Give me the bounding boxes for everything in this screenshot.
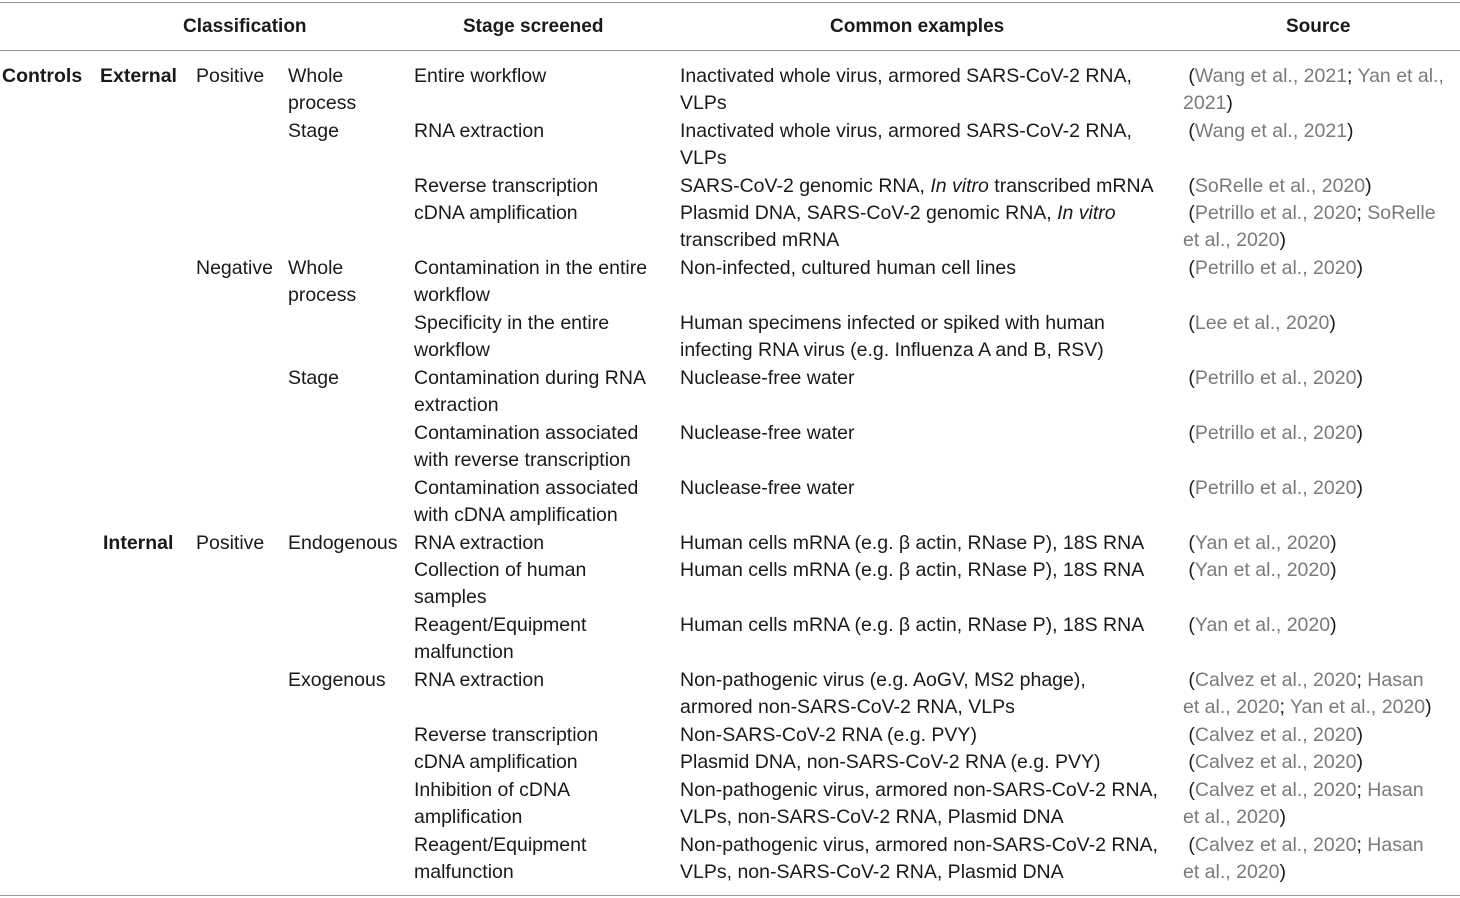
top-rule xyxy=(0,2,1460,3)
label-positive: Positive xyxy=(196,65,265,87)
example-line: Inactivated whole virus, armored SARS-CoV-2 RNA, xyxy=(680,65,1132,87)
stage-cell xyxy=(414,612,586,667)
citation-link[interactable]: et al., 2020 xyxy=(1183,229,1280,252)
header-stage-screened: Stage screened xyxy=(463,16,604,37)
stage-cell xyxy=(414,200,578,227)
citation-link[interactable]: Yan et al., 2020 xyxy=(1289,696,1426,719)
label-negative: Negative xyxy=(196,257,273,279)
example-line: Nuclease-free water xyxy=(680,367,855,389)
source-cell: (Yan et al., 2020) xyxy=(1188,559,1337,581)
example-line: Nuclease-free water xyxy=(680,477,855,499)
stage-line: Reagent/Equipment xyxy=(414,834,587,856)
example-line: Human cells mRNA (e.g. β actin, RNase P), 18S RNA xyxy=(680,532,1145,554)
example-cell xyxy=(680,255,1016,282)
example-line: Inactivated whole virus, armored SARS-CoV-2 RNA, xyxy=(680,120,1132,142)
stage-cell xyxy=(414,777,570,832)
stage-line: cDNA amplification xyxy=(414,751,578,773)
example-line: Human cells mRNA (e.g. β actin, RNase P), 18S RNA xyxy=(680,614,1145,636)
example-line: infecting RNA virus (e.g. Influenza A and B, RSV) xyxy=(680,339,1104,362)
citation-link[interactable]: Calvez et al., 2020 xyxy=(1194,751,1357,773)
stage-cell xyxy=(414,530,544,557)
stage-cell xyxy=(414,749,578,776)
stage-line: malfunction xyxy=(414,641,514,664)
stage-cell xyxy=(414,63,546,90)
stage-line: Inhibition of cDNA xyxy=(414,779,571,801)
source-cell: (Petrillo et al., 2020) xyxy=(1188,367,1363,389)
label-whole-process-line1: Whole xyxy=(288,65,344,87)
example-line: VLPs, non-SARS-CoV-2 RNA, Plasmid DNA xyxy=(680,806,1064,829)
stage-line: malfunction xyxy=(414,861,514,884)
example-line: Non-SARS-CoV-2 RNA (e.g. PVY) xyxy=(680,724,977,746)
citation-link[interactable]: Petrillo et al., 2020 xyxy=(1194,367,1357,389)
citation-link[interactable]: Lee et al., 2020 xyxy=(1194,312,1330,334)
stage-line: cDNA amplification xyxy=(414,202,578,224)
citation-link[interactable]: Yan et al., 2020 xyxy=(1194,559,1331,581)
citation-link[interactable]: SoRelle et al., 2020 xyxy=(1194,175,1366,197)
source-cell: (Petrillo et al., 2020) xyxy=(1188,257,1363,279)
citation-link[interactable]: Wang et al., 2021 xyxy=(1194,120,1348,142)
example-cell xyxy=(680,530,1144,557)
label-stage: Stage xyxy=(288,120,339,142)
stage-line: Contamination in the entire xyxy=(414,257,648,279)
example-cell xyxy=(680,667,1086,722)
label-exogenous: Exogenous xyxy=(288,669,386,691)
source-cell: (SoRelle et al., 2020) xyxy=(1188,175,1372,197)
citation-link[interactable]: Petrillo et al., 2020 xyxy=(1194,202,1357,224)
source-cell: (Yan et al., 2020) xyxy=(1188,614,1337,636)
source-cell: (Calvez et al., 2020) xyxy=(1188,724,1363,746)
citation-link[interactable]: Hasan xyxy=(1367,669,1424,691)
source-cell: (Calvez et al., 2020; Hasan et al., 2020; Yan et al., 2020) xyxy=(1183,669,1432,719)
example-cell xyxy=(680,420,855,447)
stage-line: Reverse transcription xyxy=(414,175,599,197)
example-line: armored non-SARS-CoV-2 RNA, VLPs xyxy=(680,696,1015,719)
example-line: Human cells mRNA (e.g. β actin, RNase P), 18S RNA xyxy=(680,559,1145,581)
stage-line: samples xyxy=(414,586,487,609)
stage-line: RNA extraction xyxy=(414,532,545,554)
example-cell xyxy=(680,365,855,392)
stage-line: Reverse transcription xyxy=(414,724,599,746)
source-cell: (Wang et al., 2021; Yan et al., 2021) xyxy=(1183,65,1444,115)
bottom-rule xyxy=(0,895,1460,896)
stage-cell xyxy=(414,832,586,887)
example-line: Nuclease-free water xyxy=(680,422,855,444)
source-cell: (Calvez et al., 2020) xyxy=(1188,751,1363,773)
citation-link[interactable]: Wang et al., 2021 xyxy=(1194,65,1348,87)
citation-link[interactable]: et al., 2020 xyxy=(1183,806,1280,829)
example-cell xyxy=(680,118,1132,173)
source-cell: (Petrillo et al., 2020; SoRelle et al., 2020) xyxy=(1183,202,1436,252)
example-cell xyxy=(680,557,1144,584)
stage-line: Collection of human xyxy=(414,559,587,581)
source-cell: (Lee et al., 2020) xyxy=(1188,312,1336,334)
stage-line: with cDNA amplification xyxy=(414,504,618,527)
example-cell xyxy=(680,63,1132,118)
source-cell: (Petrillo et al., 2020) xyxy=(1188,422,1363,444)
label-whole-process-line2: process xyxy=(288,284,357,307)
citation-link[interactable]: SoRelle xyxy=(1367,202,1436,224)
citation-link[interactable]: Calvez et al., 2020 xyxy=(1194,724,1357,746)
example-line: Plasmid DNA, non-SARS-CoV-2 RNA (e.g. PVY) xyxy=(680,751,1101,773)
example-text: SARS-CoV-2 genomic RNA, xyxy=(680,175,931,197)
header-common-examples: Common examples xyxy=(830,16,1005,37)
example-cell xyxy=(680,832,1158,887)
stage-line: workflow xyxy=(414,339,490,362)
stage-line: amplification xyxy=(414,806,523,829)
example-cell xyxy=(680,722,977,749)
example-italic: In vitro xyxy=(1057,202,1116,224)
example-line: Human specimens infected or spiked with human xyxy=(680,312,1105,334)
citation-link[interactable]: Yan et al., xyxy=(1357,65,1444,87)
source-cell: (Petrillo et al., 2020) xyxy=(1188,477,1363,499)
stage-cell xyxy=(414,722,598,749)
stage-cell xyxy=(414,667,544,694)
header-source: Source xyxy=(1286,16,1351,37)
label-positive: Positive xyxy=(196,532,265,554)
label-external: External xyxy=(100,65,177,87)
citation-link[interactable]: et al., 2020 xyxy=(1183,861,1280,884)
stage-line: Reagent/Equipment xyxy=(414,614,587,636)
example-cell xyxy=(680,749,1100,776)
example-line: Non-infected, cultured human cell lines xyxy=(680,257,1017,279)
source-cell: (Yan et al., 2020) xyxy=(1188,532,1337,554)
citation-link[interactable]: 2021 xyxy=(1183,92,1227,115)
example-line: Non-pathogenic virus, armored non-SARS-CoV-2 RNA, xyxy=(680,779,1158,801)
citation-link[interactable]: Hasan xyxy=(1367,779,1424,801)
stage-line: workflow xyxy=(414,284,490,307)
stage-cell xyxy=(414,475,638,530)
stage-cell xyxy=(414,255,647,310)
citation-link[interactable]: Calvez et al., 2020 xyxy=(1194,669,1357,691)
example-cell xyxy=(680,612,1144,639)
citation-link[interactable]: Yan et al., 2020 xyxy=(1194,532,1331,554)
citation-link[interactable]: Calvez et al., 2020 xyxy=(1194,779,1357,801)
example-line: VLPs, non-SARS-CoV-2 RNA, Plasmid DNA xyxy=(680,861,1064,884)
citation-link[interactable]: Yan et al., 2020 xyxy=(1194,614,1331,636)
citation-link[interactable]: Calvez et al., 2020 xyxy=(1194,834,1357,856)
stage-line: Specificity in the entire xyxy=(414,312,610,334)
stage-cell xyxy=(414,365,646,420)
header-rule xyxy=(0,50,1460,51)
stage-line: with reverse transcription xyxy=(414,449,631,472)
stage-cell xyxy=(414,557,586,612)
example-line: VLPs xyxy=(680,92,727,115)
example-line: Non-pathogenic virus (e.g. AoGV, MS2 phage), xyxy=(680,669,1086,691)
citation-link[interactable]: et al., 2020 xyxy=(1183,696,1280,719)
label-whole-process-line1: Whole xyxy=(288,257,344,279)
citation-link[interactable]: Petrillo et al., 2020 xyxy=(1194,477,1357,499)
stage-line: Entire workflow xyxy=(414,65,547,87)
source-cell: (Calvez et al., 2020; Hasan et al., 2020) xyxy=(1183,834,1424,884)
stage-cell xyxy=(414,310,609,365)
example-text: transcribed mRNA xyxy=(988,175,1154,197)
example-italic: In vitro xyxy=(930,175,989,197)
example-cell xyxy=(680,173,1154,200)
example-text: Plasmid DNA, SARS-CoV-2 genomic RNA, xyxy=(680,202,1058,224)
example-cell xyxy=(680,475,855,502)
stage-line: RNA extraction xyxy=(414,669,545,691)
stage-line: Contamination associated xyxy=(414,422,639,444)
label-whole-process-line2: process xyxy=(288,92,357,115)
header-classification: Classification xyxy=(183,16,307,37)
label-internal: Internal xyxy=(103,532,174,554)
label-endogenous: Endogenous xyxy=(288,532,398,554)
stage-line: RNA extraction xyxy=(414,120,545,142)
example-line: Non-pathogenic virus, armored non-SARS-CoV-2 RNA, xyxy=(680,834,1158,856)
label-controls: Controls xyxy=(2,65,83,87)
label-whole-process xyxy=(288,255,356,310)
label-whole-process xyxy=(288,63,356,118)
stage-cell xyxy=(414,420,638,475)
example-line: VLPs xyxy=(680,147,727,170)
stage-cell xyxy=(414,173,598,200)
example-cell xyxy=(680,777,1158,832)
stage-cell xyxy=(414,118,544,145)
stage-line: Contamination associated xyxy=(414,477,639,499)
stage-line: Contamination during RNA xyxy=(414,367,646,389)
example-cell xyxy=(680,200,1116,255)
source-cell: (Calvez et al., 2020; Hasan et al., 2020) xyxy=(1183,779,1424,829)
stage-line: extraction xyxy=(414,394,499,417)
citation-link[interactable]: Hasan xyxy=(1367,834,1424,856)
source-cell: (Wang et al., 2021) xyxy=(1188,120,1354,142)
label-stage: Stage xyxy=(288,367,339,389)
citation-link[interactable]: Petrillo et al., 2020 xyxy=(1194,422,1357,444)
citation-link[interactable]: Petrillo et al., 2020 xyxy=(1194,257,1357,279)
example-text: transcribed mRNA xyxy=(680,229,840,252)
example-cell xyxy=(680,310,1105,365)
